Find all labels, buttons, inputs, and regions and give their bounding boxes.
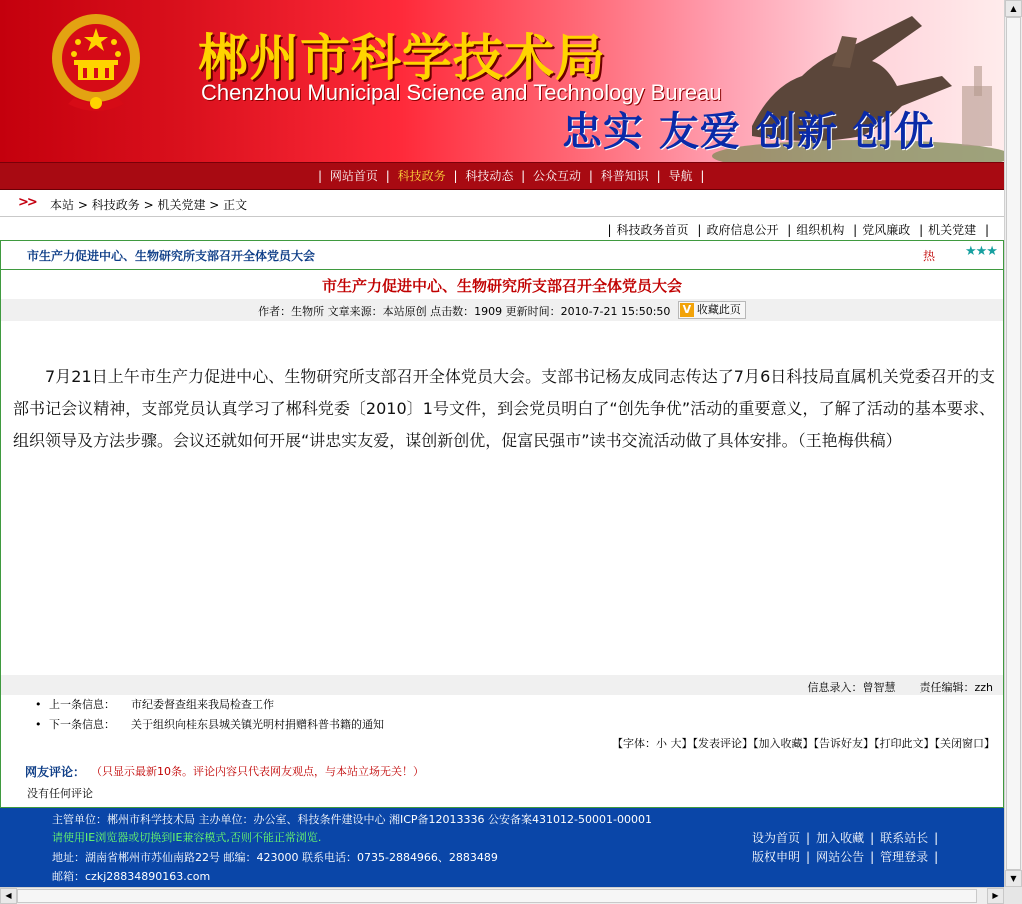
- nav-link-science-knowledge[interactable]: 科普知识: [600, 169, 649, 183]
- article-credits: [807, 679, 993, 695]
- article-paragraph: 7月21日上午市生产力促进中心、生物研究所支部召开全体党员大会。支部书记杨友成同志传达了7月6日科技局直属机关党委召开的支部书记会议精神，支部党员认真学习了郴科党委〔2010〕1号文件，到会党员明白了“创先争优”活动的重要意义，了解了活动的基本要求、组织领导及方法步骤。会议还就如何开展“讲忠实友爱，谋创新创优，促富民强市”读书交流活动做了具体安排。（王艳梅供稿）: [13, 367, 995, 450]
- article-frame: [0, 240, 1004, 808]
- subnav-item-tech-home[interactable]: 科技政务首页: [616, 223, 689, 237]
- scrollbar-corner: [1004, 887, 1022, 904]
- nav-sep: |: [318, 169, 323, 183]
- nav-item-tech-affairs[interactable]: [398, 167, 446, 184]
- site-slogan: 忠实 友爱 创新 创优: [562, 109, 935, 155]
- site-footer: [0, 808, 1004, 887]
- article-meta-text: 作者：生物所 文章来源：本站原创 点击数：1909 更新时间：2010-7-21 15:50:50: [258, 305, 671, 318]
- footer-sponsor: 主管单位：郴州市科学技术局 主办单位：办公室、科技条件建设中心 湘ICP备12013336 公安备案431012-50001-00001: [52, 813, 652, 826]
- article-body: [13, 361, 995, 457]
- nav-item-navigation[interactable]: [668, 167, 692, 184]
- article-title: 市生产力促进中心、生物研究所支部召开全体党员大会: [321, 277, 682, 295]
- nav-sep: |: [521, 169, 526, 183]
- footer-link-admin-login[interactable]: 管理登录: [880, 850, 929, 864]
- footer-link-copyright[interactable]: 版权申明: [752, 850, 801, 864]
- rating-stars: ★★★: [965, 244, 997, 259]
- vertical-scroll-thumb[interactable]: [1006, 17, 1021, 870]
- horizontal-scrollbar[interactable]: [0, 887, 1004, 904]
- bookmark-page-label: 收藏此页: [696, 303, 741, 316]
- nav-sep: |: [588, 169, 593, 183]
- scroll-up-arrow-icon[interactable]: ▲: [1005, 0, 1022, 17]
- breadcrumb: [0, 190, 1004, 217]
- article-meta: [1, 299, 1003, 321]
- footer-link-set-home[interactable]: 设为首页: [752, 831, 801, 845]
- main-nav-list: [314, 167, 708, 184]
- next-link[interactable]: 关于组织向桂东县城关镇光明村捐赠科普书籍的通知: [131, 718, 384, 731]
- scroll-down-arrow-icon[interactable]: ▼: [1005, 870, 1022, 887]
- subnav-item-organization[interactable]: 组织机构: [796, 223, 845, 237]
- article-headline: 市生产力促进中心、生物研究所支部召开全体党员大会: [27, 249, 316, 263]
- breadcrumb-item-current: 正文: [223, 198, 248, 212]
- site-title: 郴州市科学技术局: [198, 29, 606, 87]
- subnav-item-party-building[interactable]: 机关党建: [928, 223, 977, 237]
- nav-item-home[interactable]: [330, 167, 378, 184]
- breadcrumb-item-tech-affairs[interactable]: 科技政务: [91, 198, 140, 212]
- no-comments-text: 没有任何评论: [27, 787, 93, 800]
- vertical-scrollbar[interactable]: [1004, 0, 1022, 887]
- national-emblem-icon: [48, 8, 144, 118]
- editor-text: 责任编辑：zzh: [919, 681, 993, 694]
- bookmark-page-button[interactable]: [678, 301, 746, 319]
- footer-link-announcement[interactable]: 网站公告: [816, 850, 865, 864]
- comments-note: （只显示最新10条。评论内容只代表网友观点，与本站立场无关！）: [91, 765, 424, 778]
- nav-sep: |: [700, 169, 705, 183]
- breadcrumb-item-party-building[interactable]: 机关党建: [157, 198, 206, 212]
- horizontal-scroll-thumb[interactable]: [17, 889, 977, 903]
- prev-item: [35, 695, 384, 715]
- subnav-item-gov-info[interactable]: 政府信息公开: [706, 223, 779, 237]
- nav-link-navigation[interactable]: 导航: [668, 169, 693, 183]
- sub-navigation: | 科技政务首页 | 政府信息公开 | 组织机构 | 党风廉政 | 机关党建 |: [607, 223, 989, 237]
- footer-browser-notice: 请使用IE浏览器或切换到IE兼容模式,否则不能正常浏览.: [52, 831, 322, 844]
- nav-link-public-interaction[interactable]: 公众互动: [533, 169, 582, 183]
- breadcrumb-item-site[interactable]: 本站: [50, 198, 75, 212]
- site-banner: [0, 0, 1004, 162]
- next-label: 下一条信息：: [49, 718, 115, 731]
- site-title-english: Chenzhou Municipal Science and Technology Bureau: [201, 80, 722, 105]
- main-navigation: [0, 162, 1004, 190]
- nav-sep: |: [453, 169, 458, 183]
- recorder-text: 信息录入：曾智慧: [807, 681, 896, 694]
- next-item: [35, 715, 384, 735]
- footer-links-row2: 版权申明 | 网站公告 | 管理登录 |: [752, 850, 939, 864]
- scroll-left-arrow-icon[interactable]: ◀: [0, 888, 17, 904]
- footer-link-add-favorite[interactable]: 加入收藏: [816, 831, 865, 845]
- breadcrumb-items: 本站 > 科技政务 > 机关党建 > 正文: [50, 198, 248, 212]
- nav-link-tech-news[interactable]: 科技动态: [465, 169, 514, 183]
- nav-item-science-knowledge[interactable]: [601, 167, 649, 184]
- prev-label: 上一条信息：: [49, 698, 115, 711]
- nav-link-home[interactable]: 网站首页: [329, 169, 378, 183]
- headline-row: [1, 241, 1003, 270]
- nav-item-tech-news[interactable]: [465, 167, 513, 184]
- scroll-right-arrow-icon[interactable]: ▶: [987, 888, 1004, 904]
- subnav-item-integrity[interactable]: 党风廉政: [862, 223, 911, 237]
- footer-email: 邮箱：czkj28834890163.com: [52, 870, 211, 883]
- prev-next-links: [35, 695, 384, 735]
- nav-link-tech-affairs[interactable]: 科技政务: [397, 169, 446, 183]
- nav-sep: |: [385, 169, 390, 183]
- double-chevron-right-icon: >>: [18, 195, 36, 210]
- comments-label: 网友评论：: [25, 765, 86, 779]
- footer-link-contact[interactable]: 联系站长: [880, 831, 929, 845]
- nav-sep: |: [656, 169, 661, 183]
- bookmark-icon: V: [680, 303, 694, 317]
- nav-item-public-interaction[interactable]: [533, 167, 581, 184]
- footer-links-row1: 设为首页 | 加入收藏 | 联系站长 |: [752, 831, 939, 845]
- hot-badge: 热: [923, 249, 936, 263]
- prev-link[interactable]: 市纪委督查组来我局检查工作: [131, 698, 274, 711]
- article-tools[interactable]: 【字体：小 大】【发表评论】【加入收藏】【告诉好友】【打印此文】【关闭窗口】: [612, 737, 995, 750]
- footer-address: 地址：湖南省郴州市苏仙南路22号 邮编：423000 联系电话：0735-2884966、2883489: [52, 851, 498, 864]
